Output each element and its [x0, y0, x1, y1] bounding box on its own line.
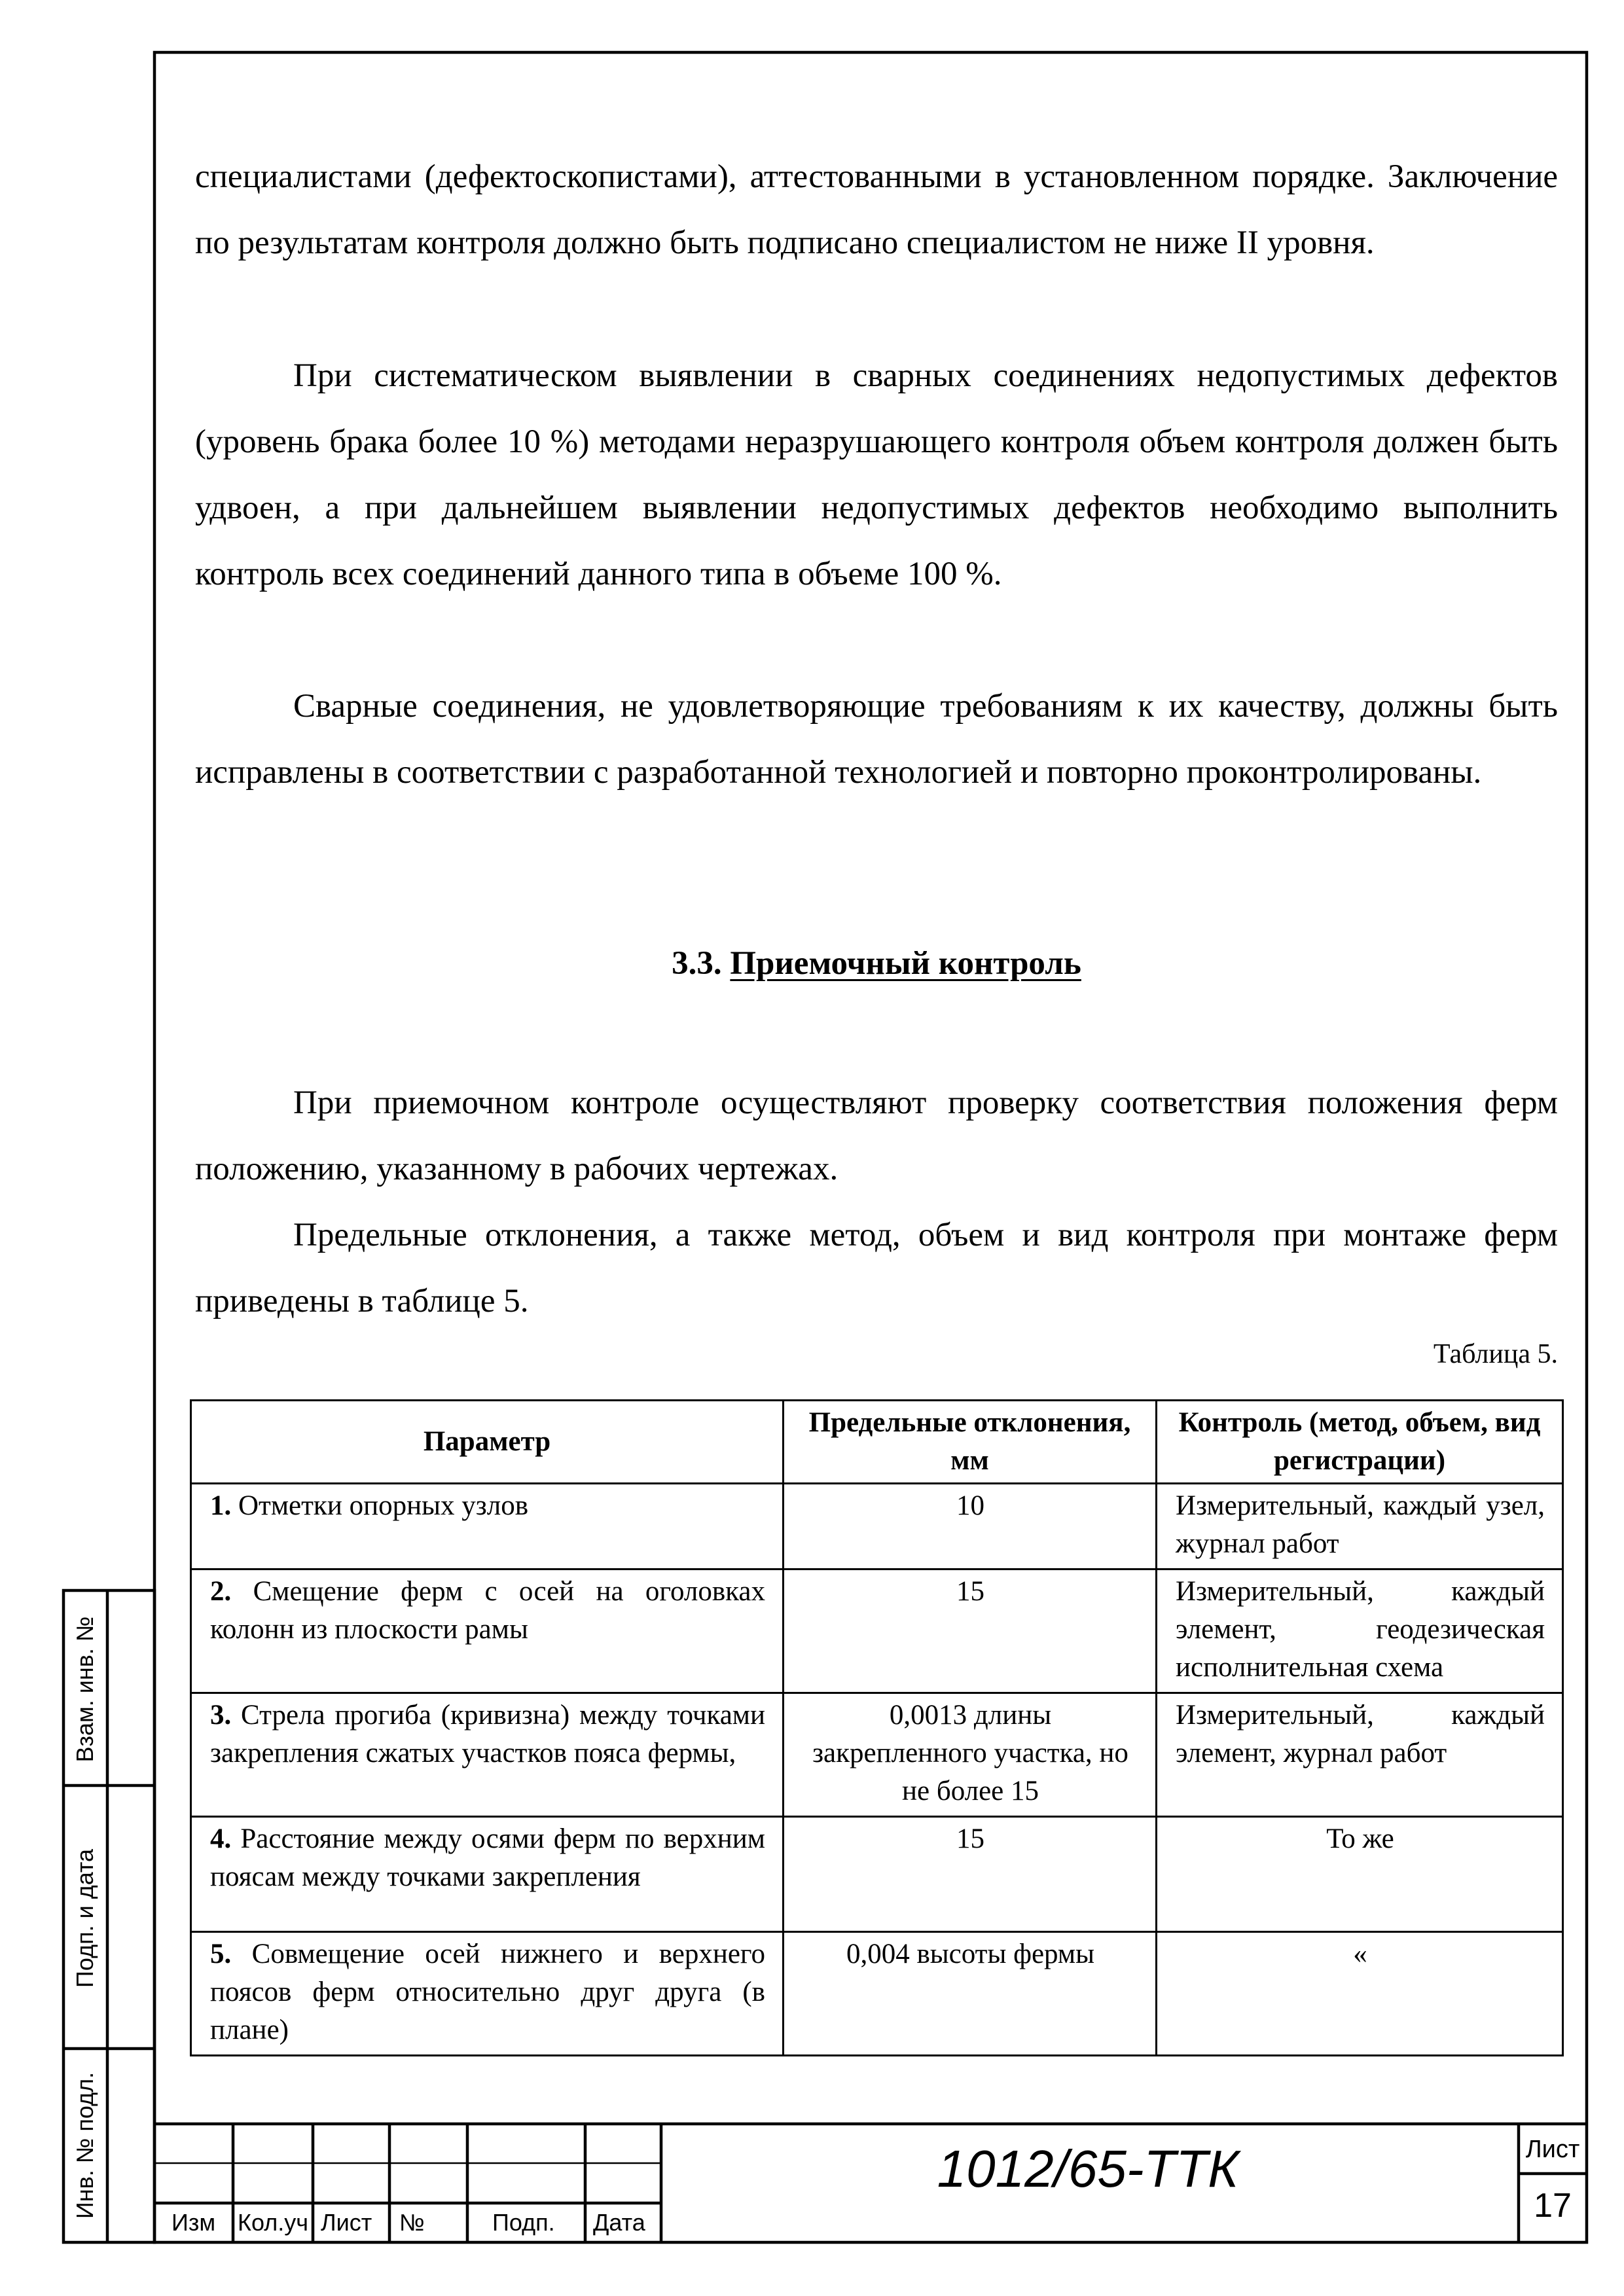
row-number: 1.	[210, 1490, 232, 1521]
cell-limit: 0,0013 длины закрепленного участка, но не более 15	[784, 1693, 1157, 1817]
row-parameter: Стрела прогиба (кривизна) между точками закрепления сжатых участков пояса фермы,	[210, 1700, 766, 1768]
stamp-list: Лист	[321, 2209, 372, 2236]
cell-limit: 15	[784, 1570, 1157, 1693]
deviation-table	[190, 1399, 1564, 2056]
row-parameter: Отметки опорных узлов	[238, 1490, 528, 1521]
header-limit: Предельные отклонения, мм	[784, 1401, 1157, 1484]
stamp-kol: Кол.уч	[238, 2209, 308, 2236]
table-row	[191, 1693, 1563, 1817]
sheet-number: 17	[1534, 2187, 1572, 2225]
table-row	[191, 1932, 1563, 2056]
row-parameter: Смещение ферм с осей на оголовках колонн из плоскости рамы	[210, 1576, 766, 1645]
cell-control: То же	[1157, 1817, 1563, 1932]
section-heading	[195, 944, 1558, 982]
table-row	[191, 1484, 1563, 1570]
cell-parameter	[191, 1932, 784, 2056]
document-code: 1012/65-ТТК	[937, 2140, 1239, 2198]
table-caption: Таблица 5.	[1433, 1339, 1558, 1369]
row-number: 2.	[210, 1576, 232, 1607]
cell-control: Измерительный, каждый узел, журнал работ	[1157, 1484, 1563, 1570]
row-parameter: Совмещение осей нижнего и верхнего поясов ферм относительно друг друга (в плане)	[210, 1939, 766, 2045]
section-number: 3.3.	[672, 945, 722, 982]
cell-parameter	[191, 1570, 784, 1693]
table-row	[191, 1817, 1563, 1932]
cell-limit: 0,004 высоты фермы	[784, 1932, 1157, 2056]
side-label-inv-podl: Инв. № подл.	[71, 2072, 98, 2219]
sheet-label: Лист	[1525, 2136, 1580, 2163]
paragraph-1: специалистами (дефектоскопистами), аттестованными в установленном порядке. Заключение по результатам контроля должно быть подписано специалистом не ниже II уровня.	[195, 158, 1558, 261]
cell-parameter	[191, 1817, 784, 1932]
row-number: 5.	[210, 1939, 232, 1969]
cell-limit: 10	[784, 1484, 1157, 1570]
header-control: Контроль (метод, объем, вид регистрации)	[1157, 1401, 1563, 1484]
stamp-podp: Подп.	[492, 2209, 555, 2236]
paragraph-5: Предельные отклонения, а также метод, объем и вид контроля при монтаже ферм приведены в таблице 5.	[195, 1217, 1558, 1319]
row-parameter: Расстояние между осями ферм по верхним поясам между точками закрепления	[210, 1823, 765, 1892]
row-number: 4.	[210, 1823, 232, 1854]
cell-control: «	[1157, 1932, 1563, 2056]
stamp-num: №	[399, 2209, 425, 2236]
paragraph-2: При систематическом выявлении в сварных соединениях недопустимых дефектов (уровень брака более 10 %) методами неразрушающего контроля объем контроля должен быть удвоен, а при дальнейшем выявлении недопустимых дефектов необходимо выполнить контроль всех соединений данного типа в объеме 100 %.	[195, 357, 1558, 592]
section-title: Приемочный контроль	[730, 945, 1081, 982]
stamp-data: Дата	[593, 2209, 645, 2236]
table-row	[191, 1570, 1563, 1693]
side-label-podp-data: Подп. и дата	[71, 1848, 98, 1988]
row-number: 3.	[210, 1700, 232, 1731]
cell-control: Измерительный, каждый элемент, геодезическая исполнительная схема	[1157, 1570, 1563, 1693]
table-header-row	[191, 1401, 1563, 1484]
side-label-vzam: Взам. инв. №	[71, 1616, 98, 1763]
stamp-izm: Изм	[171, 2209, 216, 2236]
cell-parameter	[191, 1484, 784, 1570]
cell-limit: 15	[784, 1817, 1157, 1932]
paragraph-4: При приемочном контроле осуществляют проверку соответствия положения ферм положению, указанному в рабочих чертежах.	[195, 1085, 1558, 1187]
paragraph-3: Сварные соединения, не удовлетворяющие требованиям к их качеству, должны быть исправлены в соответствии с разработанной технологией и повторно проконтролированы.	[195, 688, 1558, 791]
cell-control: Измерительный, каждый элемент, журнал работ	[1157, 1693, 1563, 1817]
cell-parameter	[191, 1693, 784, 1817]
header-parameter: Параметр	[191, 1401, 784, 1484]
